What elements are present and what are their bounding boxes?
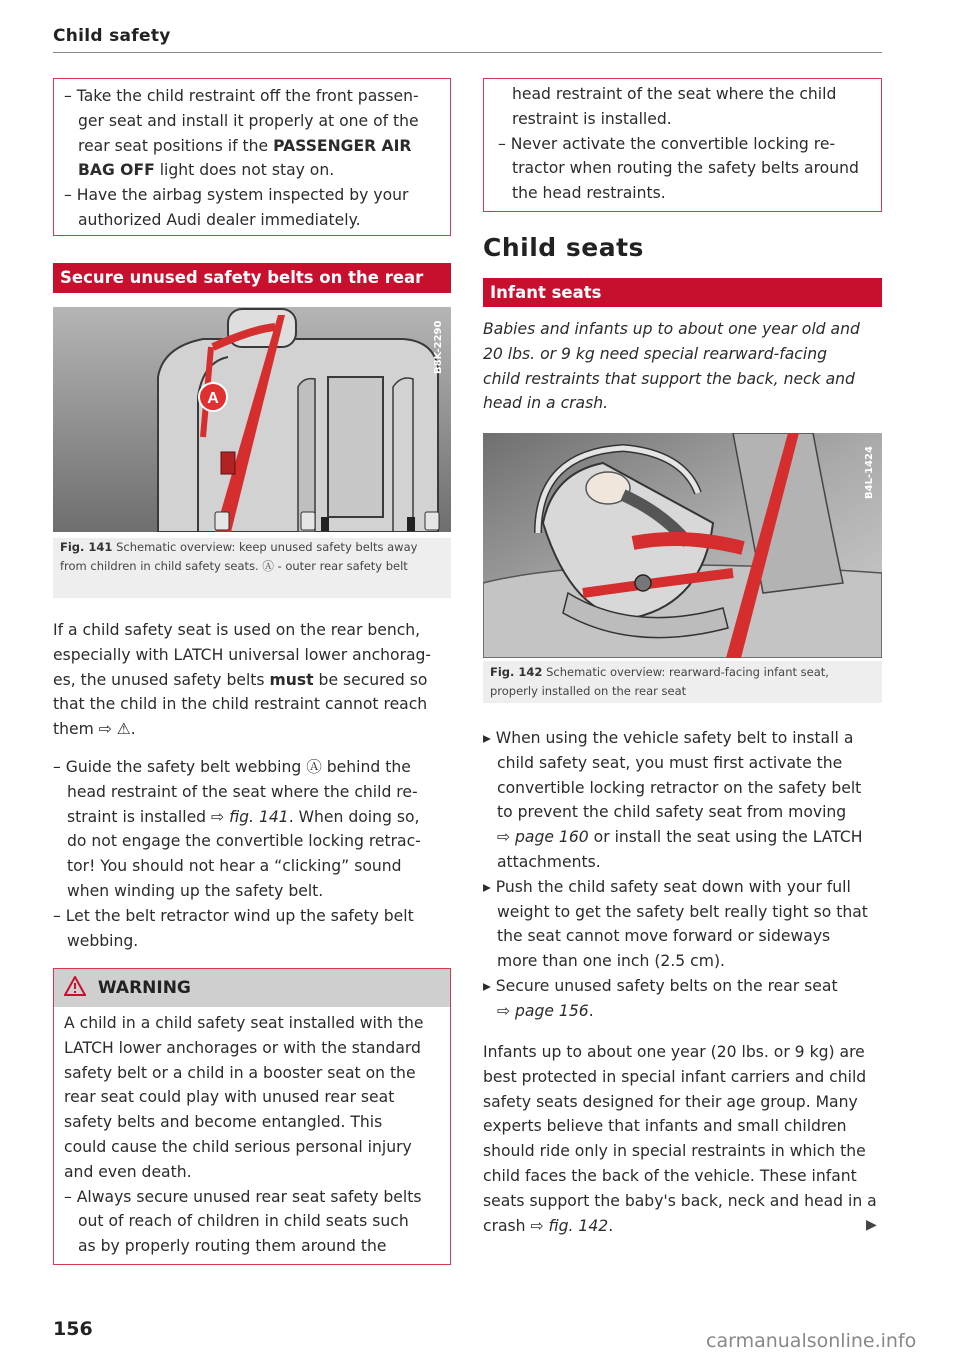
text-line: A child in a child safety seat installed with the bbox=[64, 1014, 424, 1032]
figure-141 bbox=[53, 307, 451, 532]
text-fragment: ⇨ bbox=[497, 1001, 516, 1020]
text-line: safety seats designed for their age group. Many bbox=[483, 1092, 858, 1111]
subsection-title-bar bbox=[483, 278, 882, 307]
figure-142 bbox=[483, 433, 882, 658]
text-line: seats support the baby's back, neck and head in a bbox=[483, 1191, 877, 1210]
text-fragment: be secured so bbox=[313, 670, 428, 689]
text-line: the head restraints. bbox=[512, 184, 666, 203]
list-item: – Let the belt retractor wind up the safety belt bbox=[53, 906, 414, 925]
text-line: child restraints that support the back, neck and bbox=[483, 369, 855, 388]
instruction-line: ger seat and install it properly at one of the bbox=[78, 111, 419, 130]
text-line bbox=[53, 668, 451, 693]
bullet-list bbox=[483, 726, 882, 1024]
page-number: 156 bbox=[53, 1318, 93, 1340]
instruction-list bbox=[53, 755, 451, 953]
text-line: weight to get the safety belt really tight so that bbox=[497, 902, 868, 921]
caption-text: Schematic overview: rearward-facing infant seat, properly installed on the rear seat bbox=[490, 665, 829, 698]
figure-reference-link[interactable]: fig. 141 bbox=[229, 807, 289, 826]
text-line: experts believe that infants and small children bbox=[483, 1117, 847, 1136]
text-fragment: . When doing so, bbox=[288, 807, 420, 826]
text-line: If a child safety seat is used on the rear bench, bbox=[53, 621, 421, 639]
section-title: Secure unused safety belts on the rear bbox=[60, 268, 424, 287]
rear-seat-illustration bbox=[53, 307, 451, 532]
text-fragment: crash ⇨ bbox=[483, 1216, 549, 1235]
warning-reference-link[interactable]: them ⇨ ⚠. bbox=[53, 720, 136, 739]
text-line: child safety seat, you must first activate the bbox=[497, 753, 843, 772]
bullet-item: ▸ When using the vehicle safety belt to install a bbox=[483, 729, 854, 747]
warning-title: WARNING bbox=[97, 978, 191, 998]
text-line: best protected in special infant carriers and child bbox=[483, 1067, 867, 1086]
text-line bbox=[53, 805, 451, 830]
warning-header bbox=[54, 969, 450, 1007]
list-item: – Guide the safety belt webbing Ⓐ behind the bbox=[53, 758, 411, 776]
text-line bbox=[483, 1214, 882, 1239]
text-line: the seat cannot move forward or sideways bbox=[497, 927, 831, 946]
text-fragment: straint is installed ⇨ bbox=[67, 807, 230, 826]
passenger-airbag-label: PASSENGER AIR bbox=[273, 136, 412, 155]
text-line: tractor when routing the safety belts around bbox=[512, 159, 859, 178]
warning-triangle-icon bbox=[64, 976, 86, 996]
warning-body bbox=[54, 1007, 450, 1259]
figure-code: B8K-2290 bbox=[433, 320, 444, 374]
passenger-airbag-label: BAG OFF bbox=[78, 161, 155, 180]
text-fragment: ⇨ bbox=[497, 828, 516, 847]
instruction-line: authorized Audi dealer immediately. bbox=[78, 210, 361, 229]
watermark: carmanualsonline.info bbox=[706, 1330, 917, 1352]
page-reference-link[interactable]: page 156 bbox=[515, 1001, 589, 1020]
text-line: head restraint of the seat where the child re- bbox=[67, 782, 418, 801]
marker-a-label: A bbox=[207, 390, 219, 407]
text-line: 20 lbs. or 9 kg need special rearward-facing bbox=[483, 344, 827, 363]
text-line: safety belt or a child in a booster seat on the bbox=[64, 1063, 416, 1082]
text-line: more than one inch (2.5 cm). bbox=[497, 952, 725, 971]
list-item: – Never activate the convertible locking re- bbox=[498, 134, 836, 153]
caption-text: Schematic overview: keep unused safety belts away from children in child safety seats. Ⓐ - outer rear safety belt bbox=[60, 540, 418, 573]
text-line: to prevent the child safety seat from moving bbox=[497, 803, 847, 822]
section-title-bar bbox=[53, 263, 451, 293]
text-line: and even death. bbox=[64, 1162, 192, 1181]
text-line: head in a crash. bbox=[483, 394, 609, 413]
subsection-title: Infant seats bbox=[490, 283, 602, 302]
continued-instructions-box bbox=[53, 78, 451, 236]
intro-paragraph bbox=[53, 618, 451, 742]
bullet-item: ▸ Secure unused safety belts on the rear seat bbox=[483, 976, 838, 995]
text-line: out of reach of children in child seats such bbox=[78, 1212, 409, 1231]
figure-reference-link[interactable]: fig. 142 bbox=[548, 1216, 609, 1235]
text-line: rear seat could play with unused rear seat bbox=[64, 1088, 395, 1107]
bullet-item: ▸ Push the child safety seat down with your full bbox=[483, 877, 851, 896]
text-line: webbing. bbox=[67, 931, 139, 950]
text-fragment: . bbox=[608, 1216, 614, 1235]
text-line: could cause the child serious personal injury bbox=[64, 1137, 412, 1156]
text-fragment: rear seat positions if the bbox=[78, 136, 274, 155]
page-reference-link[interactable]: page 160 bbox=[515, 828, 589, 847]
text-line: head restraint of the seat where the child bbox=[512, 85, 837, 103]
text-line: LATCH lower anchorages or with the standard bbox=[64, 1038, 421, 1057]
text-line: when winding up the safety belt. bbox=[67, 881, 324, 900]
text-fragment: . bbox=[588, 1001, 594, 1020]
continued-warning-box bbox=[483, 78, 882, 212]
text-line: child faces the back of the vehicle. These infant bbox=[483, 1166, 857, 1185]
caption-number: Fig. 141 bbox=[60, 540, 113, 554]
text-line: Infants up to about one year (20 lbs. or 9 kg) are bbox=[483, 1043, 865, 1061]
chapter-heading: Child seats bbox=[483, 233, 644, 262]
infant-paragraph bbox=[483, 1040, 882, 1238]
text-line: convertible locking retractor on the safety belt bbox=[497, 778, 862, 797]
instruction-line: – Take the child restraint off the front passen- bbox=[64, 87, 419, 105]
text-line: restraint is installed. bbox=[512, 109, 672, 128]
figure-141-caption bbox=[53, 538, 451, 598]
text-line: tor! You should not hear a “clicking” sound bbox=[67, 857, 402, 876]
text-line: Babies and infants up to about one year old and bbox=[483, 320, 860, 338]
caption-number: Fig. 142 bbox=[490, 665, 543, 679]
text-line: especially with LATCH universal lower anchorag- bbox=[53, 645, 432, 664]
text-fragment: or install the seat using the LATCH bbox=[588, 828, 863, 847]
text-line: that the child in the child restraint cannot reach bbox=[53, 695, 428, 714]
continue-arrow-icon: ▶ bbox=[866, 1217, 877, 1233]
intro-italic-paragraph bbox=[483, 317, 882, 416]
list-item: – Always secure unused rear seat safety belts bbox=[64, 1187, 422, 1206]
text-fragment: es, the unused safety belts bbox=[53, 670, 270, 689]
instruction-line bbox=[64, 158, 440, 183]
section-header: Child safety bbox=[53, 26, 171, 46]
header-divider bbox=[53, 52, 882, 53]
instruction-line bbox=[64, 134, 440, 159]
text-line: do not engage the convertible locking retrac- bbox=[67, 832, 421, 851]
emphasis-must: must bbox=[269, 670, 314, 689]
figure-142-caption bbox=[483, 661, 882, 703]
text-line bbox=[483, 825, 882, 850]
instruction-line: – Have the airbag system inspected by your bbox=[64, 186, 409, 205]
warning-box bbox=[53, 968, 451, 1265]
text-line: should ride only in special restraints in which the bbox=[483, 1142, 866, 1161]
text-line bbox=[483, 999, 882, 1024]
text-line: as by properly routing them around the bbox=[78, 1237, 387, 1256]
figure-code: B4L-1424 bbox=[864, 446, 875, 500]
text-line: attachments. bbox=[497, 852, 601, 871]
text-fragment: light does not stay on. bbox=[154, 161, 335, 180]
infant-seat-illustration bbox=[483, 433, 882, 658]
text-line: safety belts and become entangled. This bbox=[64, 1113, 383, 1132]
